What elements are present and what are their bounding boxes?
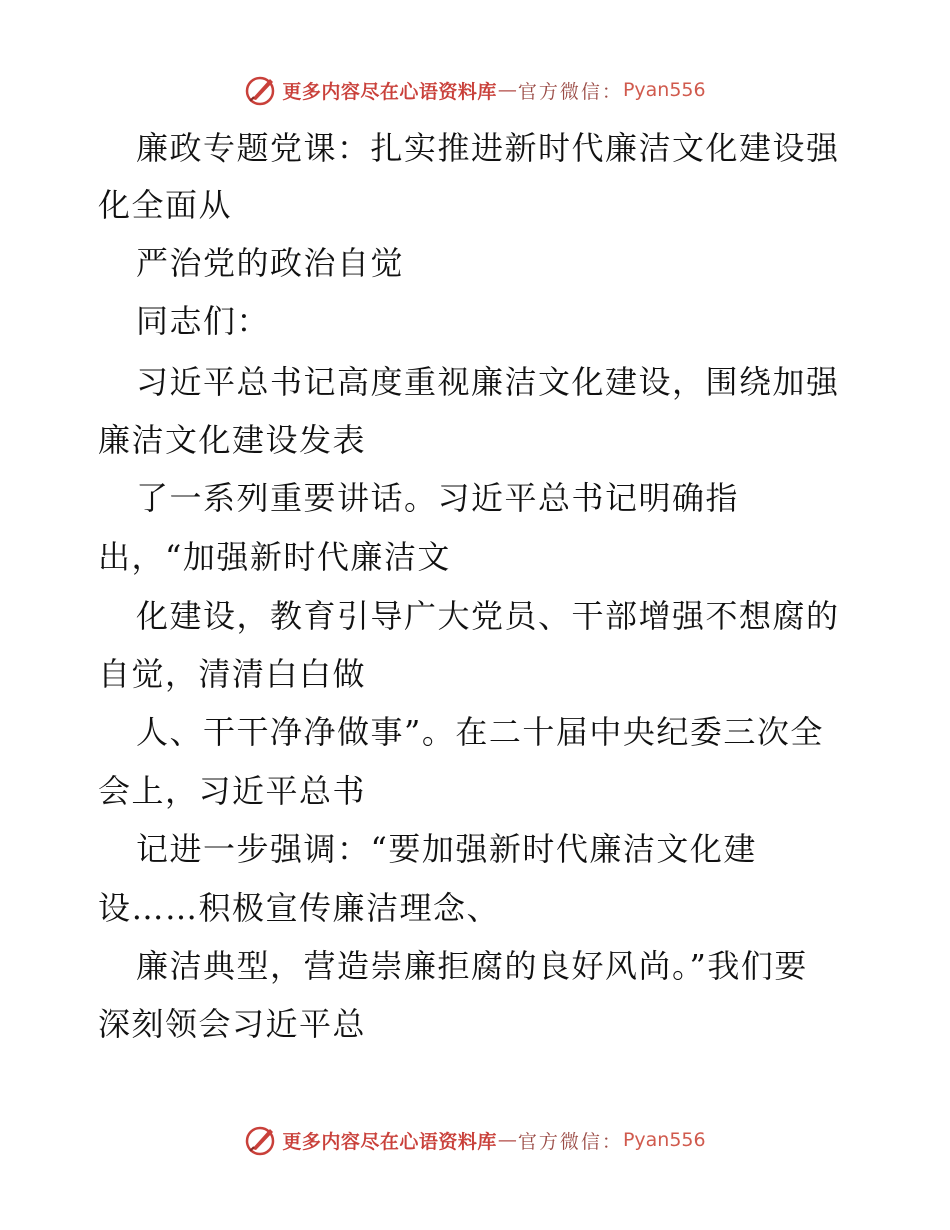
- paragraph-line: 化建设，教育引导广大党员、干部增强不想腐的: [136, 597, 840, 635]
- title-line-3: 严治党的政治自觉: [136, 244, 405, 282]
- title-line-2: 化全面从: [98, 186, 233, 224]
- paragraph-line: 习近平总书记高度重视廉洁文化建设，围绕加强: [136, 363, 840, 401]
- paragraph-line: 了一系列重要讲话。习近平总书记明确指: [136, 479, 740, 517]
- paragraph-line: 出，“加强新时代廉洁文: [98, 538, 451, 576]
- quill-logo-icon: [244, 1123, 278, 1157]
- paragraph-line: 自觉，清清白白做: [98, 655, 367, 693]
- paragraph-line: 人、干干净净做事”。在二十届中央纪委三次全: [136, 713, 824, 751]
- salutation: 同志们：: [136, 302, 271, 340]
- watermark-official-label: 官方微信：: [517, 80, 623, 103]
- watermark-official-label: 官方微信：: [517, 1130, 623, 1153]
- watermark-title: 更多内容尽在心语资料库: [282, 1130, 497, 1153]
- watermark-wechat-id: Pyan556: [622, 79, 706, 101]
- footer-watermark: [0, 1120, 950, 1160]
- paragraph-line: 会上，习近平总书: [98, 772, 367, 810]
- paragraph-line: 深刻领会习近平总: [98, 1005, 367, 1043]
- paragraph-line: 廉洁文化建设发表: [98, 421, 367, 459]
- paragraph-line: 记进一步强调：“要加强新时代廉洁文化建: [136, 830, 757, 868]
- paragraph-line: 设……积极宣传廉洁理念、: [98, 889, 501, 927]
- paragraph-line: 廉洁典型，营造崇廉拒腐的良好风尚。”我们要: [136, 947, 808, 985]
- title-line-1: 廉政专题党课：扎实推进新时代廉洁文化建设强: [136, 129, 840, 167]
- watermark-title: 更多内容尽在心语资料库: [282, 80, 497, 103]
- watermark-dash: —: [497, 79, 517, 101]
- watermark-dash: —: [497, 1129, 517, 1151]
- watermark-wechat-id: Pyan556: [622, 1129, 706, 1151]
